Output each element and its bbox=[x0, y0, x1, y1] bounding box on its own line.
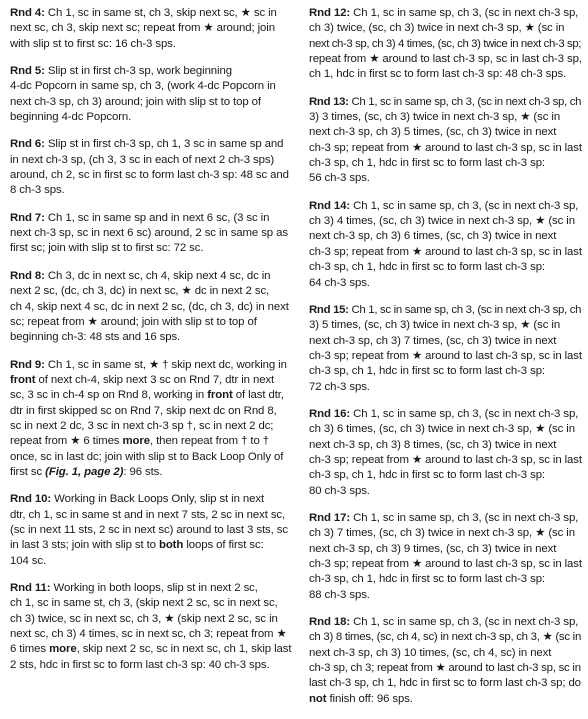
instruction-line bbox=[309, 661, 582, 676]
instruction-line bbox=[309, 364, 582, 379]
instruction-line bbox=[309, 453, 582, 468]
instruction-line bbox=[10, 95, 296, 110]
instruction-text: ch-3 sp; repeat from ★ around to last ch-3 sp, sc in last bbox=[309, 245, 582, 258]
instruction-text: ch-3 sp; repeat from ★ around to last ch-3 sp, sc in last bbox=[309, 558, 582, 570]
instruction-text: repeat from ★ 6 times bbox=[10, 435, 123, 448]
instruction-text: next ch-3 sp, ch 3) 10 times, (sc, ch 4, sc) in next bbox=[309, 646, 552, 659]
instruction-text: ch 3) 6 times, (sc, ch 3) twice in next ch-3 sp, ★ (sc in bbox=[309, 423, 575, 436]
instruction-text: 72 ch-3 sps. bbox=[309, 380, 370, 393]
instruction-text: Ch 1, sc in same st, ★ † skip next dc, working in bbox=[44, 358, 287, 371]
instruction-text: : 96 sts. bbox=[123, 465, 163, 478]
figure-reference: (Fig. 1, page 2) bbox=[45, 465, 124, 478]
instruction-line bbox=[309, 199, 582, 214]
instruction-line bbox=[309, 245, 582, 260]
instruction-line bbox=[309, 526, 582, 541]
round-instruction bbox=[309, 6, 582, 83]
round-instruction bbox=[309, 511, 582, 603]
round-label: Rnd 16: bbox=[309, 407, 351, 420]
instruction-text: ch-3 sp, ch 3; repeat from ★ around to last ch-3 sp, sc in bbox=[309, 662, 581, 675]
instruction-line bbox=[10, 658, 296, 673]
round-label: Rnd 6: bbox=[10, 138, 45, 151]
instruction-line bbox=[309, 468, 582, 483]
instruction-text: ch 3) 4 times, (sc, ch 3) twice in next ch-3 sp, ★ (sc in bbox=[309, 215, 575, 228]
round-instruction bbox=[10, 64, 296, 125]
instruction-line bbox=[10, 581, 296, 596]
instruction-line bbox=[309, 260, 582, 275]
instruction-line bbox=[309, 276, 582, 291]
emphasis-text: both bbox=[158, 539, 184, 552]
instruction-text: ch-3 sp, ch 1, hdc in first sc to form last ch-3 sp: bbox=[309, 573, 545, 586]
instruction-text: first sc bbox=[10, 465, 46, 478]
instruction-text: finish off: 96 sps. bbox=[326, 692, 413, 705]
right-column bbox=[309, 6, 582, 719]
instruction-text: 3) 3 times, (sc, ch 3) twice in next ch-3 sp, ★ (sc in bbox=[309, 111, 561, 124]
instruction-line bbox=[309, 334, 582, 349]
instruction-line bbox=[309, 229, 582, 244]
instruction-line bbox=[309, 407, 582, 422]
instruction-text: of last dtr, bbox=[232, 389, 284, 402]
instruction-text: next sc, ch 3, skip next sc; repeat from ★ around; join bbox=[10, 22, 275, 35]
round-label: Rnd 8: bbox=[10, 269, 45, 282]
instruction-line bbox=[309, 67, 582, 82]
instruction-text: in next ch-3 sp, (ch 3, 3 sc in each of next 2 ch-3 sps) bbox=[10, 153, 275, 166]
instruction-line bbox=[10, 168, 296, 183]
round-instruction bbox=[10, 492, 296, 569]
round-instruction bbox=[10, 581, 296, 673]
instruction-text: with slip st to first sc: 16 ch-3 sps. bbox=[10, 37, 176, 50]
instruction-text: 8 ch-3 sps. bbox=[10, 184, 65, 197]
instruction-text: beginning ch-3: 48 sts and 16 sps. bbox=[10, 331, 181, 344]
left-column bbox=[10, 6, 296, 685]
instruction-line bbox=[309, 511, 582, 526]
round-label: Rnd 5: bbox=[10, 65, 45, 78]
instruction-text: sc in next 2 dc, 3 sc in next ch-3 sp †, sc in next 2 dc; bbox=[10, 419, 274, 432]
round-label: Rnd 4: bbox=[10, 7, 45, 19]
instruction-line bbox=[10, 315, 296, 330]
round-instruction bbox=[10, 358, 296, 481]
instruction-text: ch-3 sp; repeat from ★ around to last ch-3 sp, sc in last bbox=[309, 453, 582, 466]
instruction-line bbox=[10, 183, 296, 198]
instruction-text: ch-3 sp, ch 1, hdc in first sc to form last ch-3 sp: bbox=[309, 261, 545, 274]
instruction-text: ch-3 sp; repeat from ★ around to last ch-3 sp, sc in last bbox=[309, 141, 582, 154]
instruction-text: Ch 1, sc in same sp, ch 3, (sc in next ch-3 sp, bbox=[350, 7, 579, 19]
instruction-line bbox=[309, 557, 582, 572]
instruction-text: 80 ch-3 sps. bbox=[309, 484, 370, 497]
instruction-text: ch-3 sp; repeat from ★ around to last ch-3 sp, sc in last bbox=[309, 349, 582, 362]
instruction-text: ch-3 sp, ch 1, hdc in first sc to form last ch-3 sp: bbox=[309, 157, 545, 170]
round-instruction bbox=[10, 269, 296, 346]
instruction-text: next ch-3 sp, ch 3) 8 times, (sc, ch 3) twice in next bbox=[309, 438, 557, 451]
instruction-line bbox=[10, 419, 296, 434]
instruction-line bbox=[309, 422, 582, 437]
instruction-line bbox=[10, 153, 296, 168]
round-instruction bbox=[309, 615, 582, 707]
round-label: Rnd 18: bbox=[309, 616, 351, 629]
instruction-text: Ch 3, dc in next sc, ch 4, skip next 4 sc, dc in bbox=[44, 269, 271, 282]
instruction-line bbox=[10, 642, 296, 657]
instruction-text: 56 ch-3 sps. bbox=[309, 172, 370, 185]
round-label: Rnd 12: bbox=[309, 7, 351, 19]
instruction-line bbox=[309, 171, 582, 186]
instruction-line bbox=[10, 37, 296, 52]
instruction-text: 88 ch-3 sps. bbox=[309, 588, 370, 601]
instruction-text: ch 3) twice, (sc, ch 3) twice in next ch-3 sp, ★ (sc in bbox=[309, 22, 565, 35]
instruction-line bbox=[309, 156, 582, 171]
round-label: Rnd 11: bbox=[10, 582, 51, 594]
instruction-text: next ch-3 sp, ch 3) around; join with slip st to top of bbox=[10, 95, 261, 108]
instruction-line bbox=[309, 303, 582, 318]
instruction-text: around, ch 2, sc in first sc to form last ch-3 sp: 48 sc and bbox=[10, 169, 289, 182]
instruction-text: Ch 1, sc in same st, ch 3, skip next sc, ★ sc in bbox=[44, 7, 277, 19]
instruction-text: ch 1, sc in same st, ch 3, (skip next 2 sc, sc in next sc, bbox=[10, 597, 278, 610]
instruction-line bbox=[309, 572, 582, 587]
instruction-text: sc; repeat from ★ around; join with slip st to top of bbox=[10, 315, 257, 328]
instruction-line bbox=[10, 64, 296, 79]
instruction-text: (sc in next 11 sts, 2 sc in next sc) around to last 3 sts, sc bbox=[10, 523, 288, 536]
instruction-line bbox=[10, 373, 296, 388]
round-label: Rnd 13: bbox=[309, 95, 349, 108]
instruction-text: Ch 1, sc in same sp, ch 3, (sc in next ch-3 sp, bbox=[350, 616, 579, 629]
instruction-text: of next ch-4, skip next 3 sc on Rnd 7, dtr in next bbox=[35, 373, 275, 386]
instruction-line bbox=[10, 450, 296, 465]
instruction-line bbox=[10, 241, 296, 256]
instruction-line bbox=[309, 542, 582, 557]
instruction-text: next ch-3 sp, ch 3) 7 times, (sc, ch 3) twice in next bbox=[309, 334, 557, 347]
instruction-text: Ch 1, sc in same sp and in next 6 sc, (3 sc in bbox=[44, 211, 270, 224]
round-label: Rnd 10: bbox=[10, 493, 52, 506]
instruction-line bbox=[10, 358, 296, 373]
instruction-text: next 2 sc, (dc, ch 3, dc) in next sc, ★ dc in next 2 sc, bbox=[10, 285, 270, 298]
instruction-text: beginning 4-dc Popcorn. bbox=[10, 111, 132, 124]
instruction-text: Working in both loops, slip st in next 2 sc, bbox=[50, 582, 258, 594]
instruction-line bbox=[10, 330, 296, 345]
instruction-text: 6 times bbox=[10, 643, 50, 656]
instruction-text: ch-3 sp, ch 1, hdc in first sc to form last ch-3 sp: bbox=[309, 469, 545, 482]
instruction-line bbox=[309, 676, 582, 691]
instruction-text: once, sc in last dc; join with slip st to Back Loop Only of bbox=[10, 450, 284, 463]
instruction-text: Ch 1, sc in same sp, ch 3, (sc in next ch-3 sp, ch bbox=[348, 303, 582, 316]
instruction-text: next ch-3 sp, ch 3) 6 times, (sc, ch 3) twice in next bbox=[309, 230, 557, 243]
instruction-text: Ch 1, sc in same sp, ch 3, (sc in next ch-3 sp, bbox=[350, 407, 579, 420]
instruction-line bbox=[10, 269, 296, 284]
instruction-text: ch 1, hdc in first sc to form last ch-3 sp: 48 ch-3 sps. bbox=[309, 68, 567, 81]
instruction-text: , then repeat from † to † bbox=[149, 435, 270, 448]
instruction-line bbox=[309, 438, 582, 453]
round-instruction bbox=[309, 303, 582, 395]
instruction-line bbox=[309, 615, 582, 630]
instruction-line bbox=[10, 492, 296, 507]
instruction-line bbox=[309, 110, 582, 125]
instruction-text: ch 3) 8 times, (sc, ch 4, sc) in next ch-3 sp, ch 3, ★ (sc in bbox=[309, 631, 582, 644]
instruction-line bbox=[309, 630, 582, 645]
instruction-text: Ch 1, sc in same sp, ch 3, (sc in next ch-3 sp, ch bbox=[348, 95, 582, 108]
instruction-text: ch 3) twice, sc in next sc, ch 3, ★ (skip next 2 sc, sc in bbox=[10, 612, 278, 625]
instruction-text: 2 sts, hdc in first sc to form last ch-3 sp: 40 ch-3 sps. bbox=[10, 658, 270, 671]
round-instruction bbox=[10, 211, 296, 257]
instruction-line bbox=[309, 214, 582, 229]
instruction-line bbox=[10, 110, 296, 125]
instruction-text: dtr in first skipped sc on Rnd 7, skip next dc on Rnd 8, bbox=[10, 404, 277, 417]
instruction-line bbox=[10, 300, 296, 315]
instruction-text: first sc; join with slip st to first sc: 72 sc. bbox=[10, 242, 204, 255]
emphasis-text: more bbox=[122, 435, 150, 448]
instruction-line bbox=[10, 6, 296, 21]
instruction-line bbox=[309, 141, 582, 156]
instruction-text: next sc, ch 3) 4 times, sc in next sc, ch 3; repeat from ★ bbox=[10, 628, 287, 641]
emphasis-text: front bbox=[10, 373, 36, 386]
instruction-text: loops of first sc: bbox=[183, 539, 264, 552]
instruction-line bbox=[309, 21, 582, 36]
round-instruction bbox=[10, 6, 296, 52]
instruction-line bbox=[309, 692, 582, 707]
instruction-text: Working in Back Loops Only, slip st in next bbox=[51, 493, 265, 506]
instruction-line bbox=[10, 627, 296, 642]
round-label: Rnd 15: bbox=[309, 303, 349, 316]
instruction-line bbox=[10, 284, 296, 299]
instruction-line bbox=[10, 508, 296, 523]
instruction-line bbox=[10, 612, 296, 627]
instruction-line bbox=[10, 388, 296, 403]
instruction-text: next ch-3 sp, ch 3) 5 times, (sc, ch 3) twice in next bbox=[309, 126, 557, 139]
instruction-line bbox=[10, 554, 296, 569]
instruction-line bbox=[10, 21, 296, 36]
round-label: Rnd 14: bbox=[309, 199, 351, 212]
instruction-text: ch 3) 7 times, (sc, ch 3) twice in next ch-3 sp, ★ (sc in bbox=[309, 527, 575, 540]
round-instruction bbox=[309, 95, 582, 187]
instruction-text: in last 3 sts; join with slip st to bbox=[10, 539, 159, 552]
round-label: Rnd 9: bbox=[10, 358, 45, 371]
instruction-text: ch-3 sp, ch 1, hdc in first sc to form last ch-3 sp: bbox=[309, 365, 545, 378]
round-instruction bbox=[10, 137, 296, 198]
instruction-line bbox=[309, 125, 582, 140]
instruction-line bbox=[10, 596, 296, 611]
instruction-text: ch 4, skip next 4 sc, dc in next 2 sc, (dc, ch 3, dc) in next bbox=[10, 300, 289, 313]
instruction-line bbox=[10, 79, 296, 94]
instruction-line bbox=[309, 349, 582, 364]
instruction-text: last ch-3 sp, ch 1, hdc in first sc to form last ch-3 sp; do bbox=[309, 677, 581, 690]
instruction-line bbox=[309, 484, 582, 499]
emphasis-text: more bbox=[49, 643, 77, 656]
round-label: Rnd 7: bbox=[10, 211, 45, 224]
instruction-text: Ch 1, sc in same sp, ch 3, (sc in next ch-3 sp, bbox=[350, 511, 579, 524]
instruction-line bbox=[10, 211, 296, 226]
instruction-text: 4-dc Popcorn in same sp, ch 3, (work 4-dc Popcorn in bbox=[10, 80, 276, 93]
instruction-line bbox=[10, 465, 296, 480]
emphasis-text: front bbox=[207, 389, 233, 402]
instruction-line bbox=[10, 523, 296, 538]
instruction-text: Ch 1, sc in same sp, ch 3, (sc in next ch-3 sp, bbox=[350, 199, 579, 212]
instruction-text: repeat from ★ around to last ch-3 sp, sc in last ch-3 sp, bbox=[309, 53, 582, 66]
instruction-line bbox=[309, 37, 582, 52]
instruction-text: sc, 3 sc in ch-4 sp on Rnd 8, working in bbox=[10, 389, 208, 402]
instruction-line bbox=[309, 318, 582, 333]
instruction-text: next ch-3 sp, ch 3) 9 times, (sc, ch 3) twice in next bbox=[309, 542, 557, 555]
instruction-text: 3) 5 times, (sc, ch 3) twice in next ch-3 sp, ★ (sc in bbox=[309, 319, 561, 332]
instruction-line bbox=[10, 434, 296, 449]
instruction-line bbox=[309, 588, 582, 603]
instruction-text: 104 sc. bbox=[10, 554, 47, 567]
emphasis-text: not bbox=[309, 692, 327, 705]
instruction-line bbox=[309, 6, 582, 21]
instruction-text: Slip st in first ch-3 sp, ch 1, 3 sc in same sp and bbox=[44, 138, 284, 151]
instruction-line bbox=[10, 538, 296, 553]
round-instruction bbox=[309, 199, 582, 291]
instruction-line bbox=[309, 52, 582, 67]
instruction-line bbox=[10, 226, 296, 241]
instruction-text: 64 ch-3 sps. bbox=[309, 276, 370, 289]
instruction-line bbox=[309, 380, 582, 395]
instruction-line bbox=[309, 646, 582, 661]
round-label: Rnd 17: bbox=[309, 511, 351, 524]
instruction-line bbox=[10, 404, 296, 419]
round-instruction bbox=[309, 407, 582, 499]
instruction-text: dtr, ch 1, sc in same st and in next 7 sts, 2 sc in next sc, bbox=[10, 508, 286, 521]
instruction-text: Slip st in first ch-3 sp, work beginning bbox=[44, 65, 232, 78]
instruction-text: , skip next 2 sc, sc in next sc, ch 1, skip last bbox=[76, 643, 292, 656]
instruction-text: next ch-3 sp, ch 3) 4 times, (sc, ch 3) twice in next ch-3 sp; bbox=[309, 37, 582, 50]
instruction-text: next ch-3 sp, sc in next 6 sc) around, 2 sc in same sp as bbox=[10, 227, 288, 240]
instruction-line bbox=[10, 137, 296, 152]
instruction-line bbox=[309, 95, 582, 110]
